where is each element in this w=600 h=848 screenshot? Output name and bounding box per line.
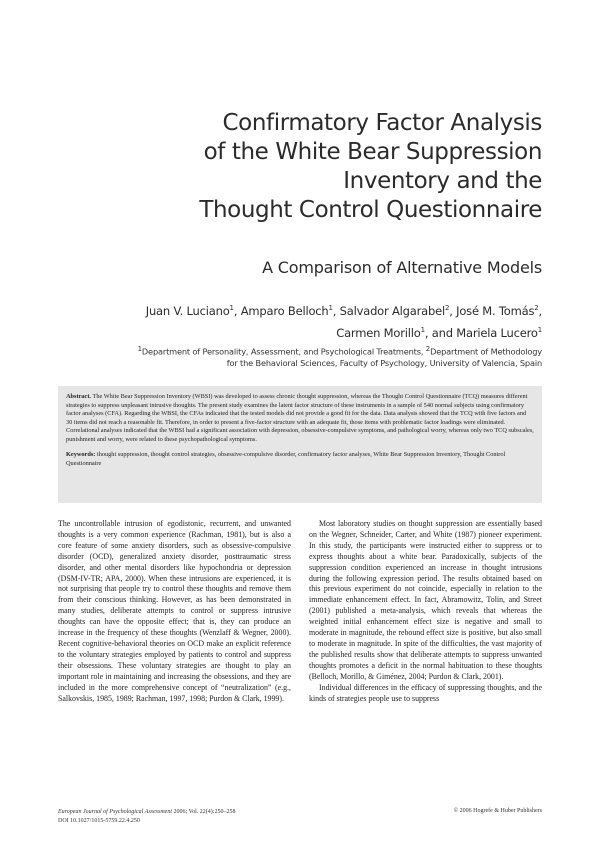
author-name: , José M. Tomás xyxy=(449,303,535,318)
body-column-right xyxy=(309,519,542,704)
affiliation-line xyxy=(42,344,542,358)
title-line: of the White Bear Suppression xyxy=(203,139,542,165)
journal-volume: 2006; Vol. 22(4):250–258 xyxy=(172,809,236,815)
author-list xyxy=(72,299,542,343)
article-title xyxy=(62,109,542,225)
doi-text: DOI 10.1027/1015-5759.22.4.250 xyxy=(58,817,140,824)
journal-name: European Journal of Psychological Assessment xyxy=(58,809,172,815)
body-paragraph: The uncontrollable intrusion of egodistonic, recurrent, and unwanted thoughts is a very common experience (Rachman, 1981), but is also a core feature of some anxiety disorders, such as obsessive-compulsive disorder (OCD), generalized anxiety disorder, posttraumatic stress disorder, and other mental disorders like hypochondria or depression (DSM-IV-TR; APA, 2000). When these intrusions are experienced, it is not surprising that people try to control these thoughts and remove them from their conscious thinking. However, as has been demonstrated in many studies, deliberate attempts to control or suppress intrusive thoughts can have the opposite effect; that is, they can produce an increase in the frequency of these thoughts (Wenzlaff & Wegner, 2000). Recent cognitive-behavioral theories on OCD make an explicit reference to the voluntary strategies employed by patients to control and suppress their obsessions. These voluntary strategies are thought to play an important role in maintaining and increasing the obsessions, and they are included in the more comprehensive concept of “neutralization” (e.g., Salkovskis, 1985, 1989; Rachman, 1997, 1998; Purdon & Clark, 1999). xyxy=(58,519,291,703)
keywords-list: thought suppression, thought control strategies, obsessive-compulsive disorder, confirmatory factor analyses, White Bear Suppression Inventory, Thought Control Questionnaire xyxy=(66,451,506,467)
title-line: Thought Control Questionnaire xyxy=(199,197,542,223)
author-name: Carmen Morillo xyxy=(336,325,421,340)
author-affiliation-mark: 1 xyxy=(537,325,542,334)
abstract-paragraph xyxy=(66,393,534,444)
affiliation-text: Department of Personality, Assessment, and Psychological Treatments, xyxy=(141,346,426,357)
affiliation-mark: 2 xyxy=(425,345,431,353)
title-line: Inventory and the xyxy=(343,168,542,194)
body-paragraph: Individual differences in the efficacy of suppressing thoughts, and the kinds of strategies people use to suppress xyxy=(309,682,542,703)
author-name: , Amparo Belloch xyxy=(233,303,329,318)
affiliation-mark: 1 xyxy=(137,345,142,353)
keywords-paragraph xyxy=(66,451,534,468)
affiliation-text: Department of Methodology xyxy=(430,346,542,357)
author-affiliation-mark: 1 xyxy=(328,304,333,312)
author-affiliation-mark: 2 xyxy=(444,304,450,312)
footer-publisher: © 2006 Hogrefe & Huber Publishers xyxy=(453,808,542,814)
affiliation-line: for the Behavioral Sciences, Faculty of Psychology, University of Valencia, Spain xyxy=(226,358,542,369)
body-paragraph: Most laboratory studies on thought suppression are essentially based on the Wegner, Schneider, Carter, and White (1987) pioneer experiment. In this study, the participants were instructed either to suppress or to express thoughts about a white bear. Paradoxically, subjects of the suppression condition experienced an increase in thought intrusions during the following expression period. The results obtained based on this previous experiment do not coincide, especially in relation to the immediate enhancement effect. In fact, Abramowitz, Tolin, and Street (2001) published a meta-analysis, which reveals that whereas the weighted initial enhancement effect size is negative and small to moderate in magnitude, the rebound effect size is positive, but also small to moderate in magnitude. In spite of the difficulties, the vast majority of the published results show that deliberate attempts to suppress unwanted thoughts promotes a deficit in the normal habituation to these thoughts (Belloch, Morillo, & Giménez, 2004; Purdon & Clark, 2001). xyxy=(309,519,542,681)
abstract-label: Abstract. xyxy=(66,393,92,400)
author-name: Juan V. Luciano xyxy=(145,303,230,318)
author-name: , and Mariela Lucero xyxy=(424,325,538,340)
title-line: Confirmatory Factor Analysis xyxy=(222,110,542,136)
body-column-left xyxy=(58,519,291,704)
author-affiliation-mark: 2 xyxy=(534,304,539,312)
footer-citation xyxy=(58,808,235,825)
author-line xyxy=(72,321,542,343)
footer-journal-line xyxy=(58,808,235,817)
abstract-text xyxy=(66,393,534,468)
author-name: , Salvador Algarabel xyxy=(332,303,445,318)
author-affiliation-mark: 1 xyxy=(420,325,425,334)
author-line xyxy=(72,299,542,321)
affiliations xyxy=(42,344,542,370)
keywords-label: Keywords: xyxy=(66,451,96,458)
author-affiliation-mark: 1 xyxy=(229,304,234,312)
abstract-box xyxy=(58,386,542,503)
author-separator: , xyxy=(538,303,542,318)
abstract-body: The White Bear Suppression Inventory (WBSI) was developed to assess chronic thought suppression, whereas the Thought Control Questionnaire (TCQ) measures different strategies to suppress unpleasant intrusive thoughts. The present study examines the latent factor structure of these instruments in a sample of 540 normal subjects using confirmatory factor analyses (CFA). Regarding the WBSI, the CFAs indicated that the tested models did not provide a good fit for the data. Data analysis showed that the TCQ with five factors and 30 items did not reach a reasonable fit. Therefore, in order to present a five-factor structure with an adequate fit, those items with problematic factor loadings were eliminated. Correlational analyses indicated that the WBSI had a significant association with depression, obsessive-compulsive symptoms, and pathological worry, whereas only two TCQ subscales, punishment and worry, were related to these psychopathological symptoms. xyxy=(66,393,534,443)
article-subtitle: A Comparison of Alternative Models xyxy=(262,258,542,277)
